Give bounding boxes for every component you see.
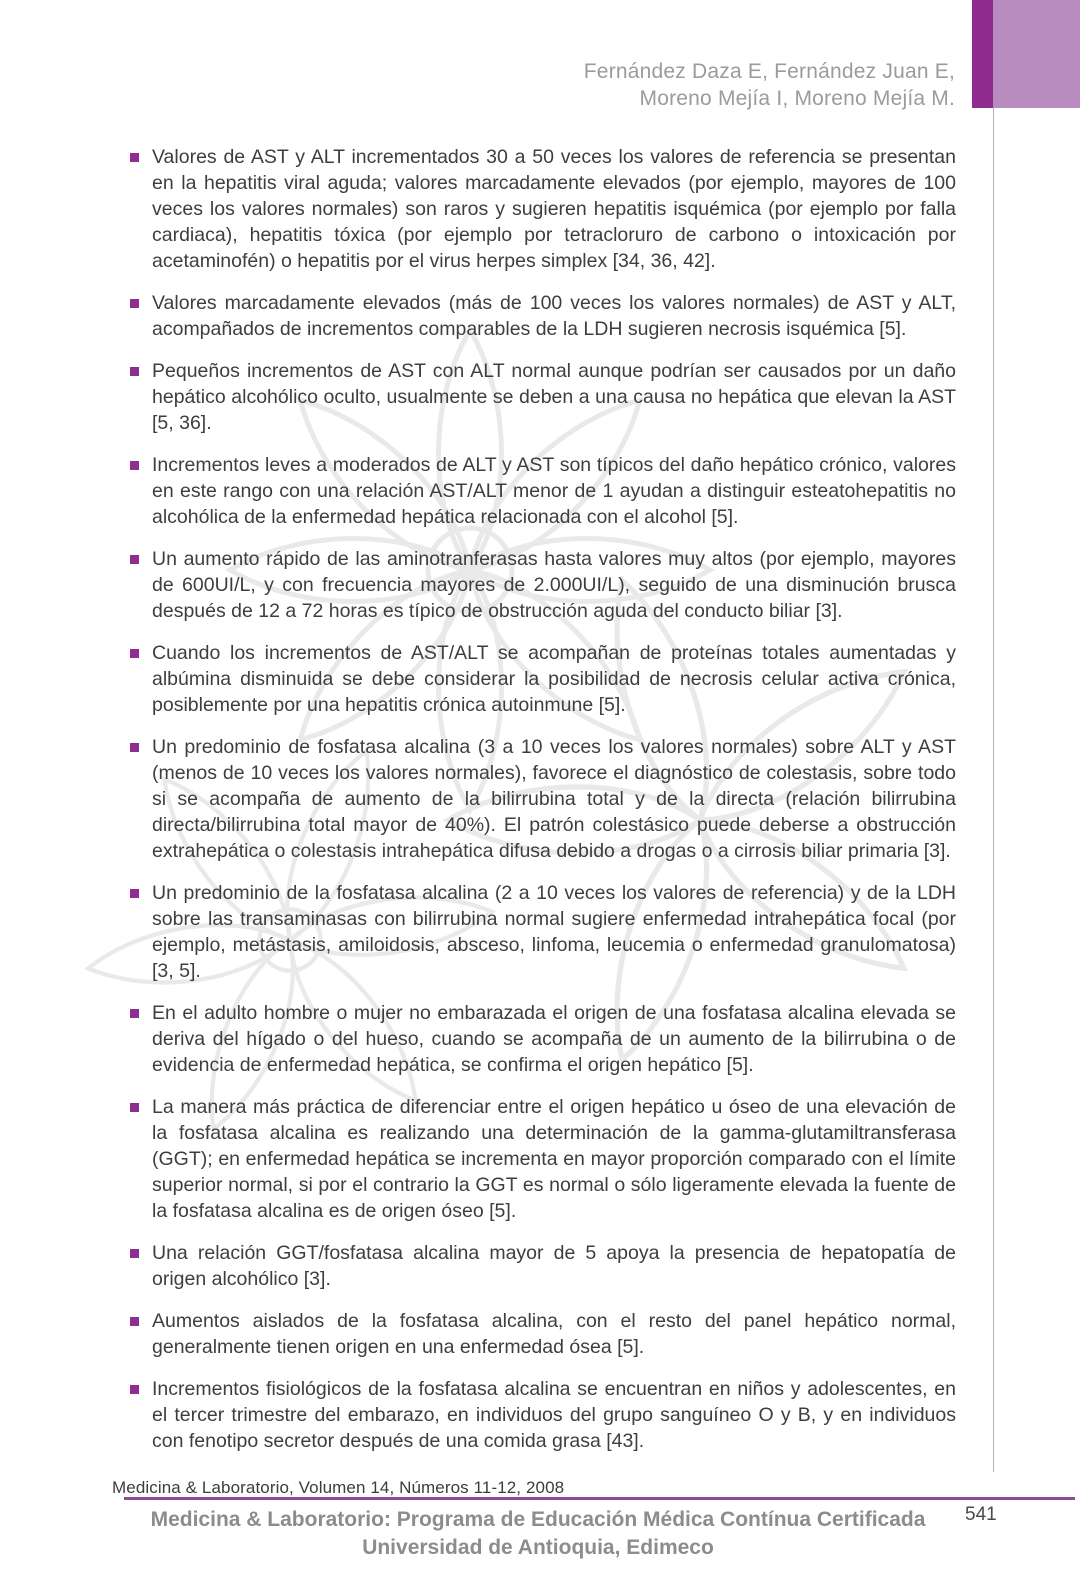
authors-line-2: Moreno Mejía I, Moreno Mejía M. [639, 87, 955, 110]
list-item-text: Incrementos leves a moderados de ALT y AST son típicos del daño hepático crónico, valores en este rango con una relación AST/ALT menor de 1 ayudan a distinguir esteatohepatitis no alcohólica de la enfermedad hepática relacionada con el alcohol [5]. [152, 454, 956, 528]
corner-accent-bar [972, 0, 993, 108]
list-item [130, 452, 956, 530]
footer-program-credit [0, 1506, 1076, 1562]
bullet-square-icon [130, 649, 139, 658]
running-head-authors [584, 58, 955, 112]
list-item [130, 640, 956, 718]
list-item-text: Cuando los incrementos de AST/ALT se acompañan de proteínas totales aumentadas y albúmina disminuida se debe considerar la posibilidad de necrosis celular activa crónica, posiblemente por una hepatitis crónica autoinmune [5]. [152, 642, 956, 716]
list-item-text: Incrementos fisiológicos de la fosfatasa alcalina se encuentran en niños y adolescentes, en el tercer trimestre del embarazo, en individuos del grupo sanguíneo O y B, y en individuos con fenotipo secretor después de una comida grasa [43]. [152, 1378, 956, 1452]
list-item-text: Un aumento rápido de las aminotranferasas hasta valores muy altos (por ejemplo, mayores de 600UI/L, y con frecuencia mayores de 2.000UI/L), seguido de una disminución brusca después de 12 a 72 horas es típico de obstrucción aguda del conducto biliar [3]. [152, 548, 956, 622]
list-item [130, 1240, 956, 1292]
list-item [130, 144, 956, 274]
right-margin-rule [993, 108, 994, 1472]
list-item-text: Valores de AST y ALT incrementados 30 a 50 veces los valores de referencia se presentan en la hepatitis viral aguda; valores marcadamente elevados (por ejemplo, mayores de 100 veces los valores normales) son raros y sugieren hepatitis isquémica (por ejemplo por falla cardiaca), hepatitis tóxica (por ejemplo por tetracloruro de carbono o intoxicación por acetaminofén) o hepatitis por el virus herpes simplex [34, 36, 42]. [152, 146, 956, 272]
list-item-text: Un predominio de fosfatasa alcalina (3 a 10 veces los valores normales) sobre ALT y AST (menos de 10 veces los valores normales), favorece el diagnóstico de colestasis, sobre todo si se acompaña de aumento de la bilirrubina total y de la directa (relación bilirrubina directa/bilirrubina total mayor de 40%). El patrón colestásico puede deberse a obstrucción extrahepática o colestasis intrahepática difusa debido a drogas o a cirrosis biliar primaria [3]. [152, 736, 956, 862]
bullet-square-icon [130, 555, 139, 564]
list-item-text: Pequeños incrementos de AST con ALT normal aunque podrían ser causados por un daño hepático alcohólico oculto, usualmente se deben a una causa no hepática que elevan la AST [5, 36]. [152, 360, 956, 434]
bullet-square-icon [130, 1009, 139, 1018]
bullet-square-icon [130, 889, 139, 898]
authors-line-1: Fernández Daza E, Fernández Juan E, [583, 60, 955, 83]
list-item [130, 734, 956, 864]
article-body [130, 144, 956, 1470]
bullet-square-icon [130, 1385, 139, 1394]
list-item [130, 1000, 956, 1078]
bullet-square-icon [130, 1249, 139, 1258]
page-number: 541 [965, 1504, 997, 1525]
list-item [130, 546, 956, 624]
footer-program-line-1: Medicina & Laboratorio: Programa de Educación Médica Contínua Certificada [150, 1508, 926, 1531]
bullet-square-icon [130, 461, 139, 470]
bullet-square-icon [130, 1317, 139, 1326]
list-item-text: La manera más práctica de diferenciar entre el origen hepático u óseo de una elevación de la fosfatasa alcalina es realizando una determinación de la gamma-glutamiltransferasa (GGT); en enfermedad hepática se incrementa en mayor proporción comparado con el límite superior normal, si por el contrario la GGT es normal o sólo ligeramente elevada la fuente de la fosfatasa alcalina es de origen óseo [5]. [152, 1096, 956, 1222]
bullet-square-icon [130, 1103, 139, 1112]
journal-volume-line: Medicina & Laboratorio, Volumen 14, Números 11-12, 2008 [112, 1478, 565, 1497]
list-item [130, 358, 956, 436]
list-item-text: Valores marcadamente elevados (más de 100 veces los valores normales) de AST y ALT, acompañados de incrementos comparables de la LDH sugieren necrosis isquémica [5]. [152, 292, 956, 340]
corner-accent-block [993, 0, 1080, 108]
list-item [130, 1376, 956, 1454]
footer-program-line-2: Universidad de Antioquia, Edimeco [362, 1536, 714, 1559]
list-item-text: Un predominio de la fosfatasa alcalina (2 a 10 veces los valores de referencia) y de la LDH sobre las transaminasas con bilirrubina normal sugiere enfermedad intrahepática focal (por ejemplo, metástasis, amiloidosis, absceso, linfoma, leucemia o enfermedad granulomatosa) [3, 5]. [152, 882, 956, 982]
bullet-square-icon [130, 367, 139, 376]
bullet-square-icon [130, 299, 139, 308]
footer-rule [124, 1497, 1075, 1500]
bullet-square-icon [130, 153, 139, 162]
list-item-text: Aumentos aislados de la fosfatasa alcalina, con el resto del panel hepático normal, generalmente tienen origen en una enfermedad ósea [5]. [152, 1310, 956, 1358]
list-item-text: Una relación GGT/fosfatasa alcalina mayor de 5 apoya la presencia de hepatopatía de origen alcohólico [3]. [152, 1242, 956, 1290]
list-item [130, 1094, 956, 1224]
list-item-text: En el adulto hombre o mujer no embarazada el origen de una fosfatasa alcalina elevada se deriva del hígado o del hueso, cuando se acompaña de un aumento de la bilirrubina o de evidencia de enfermedad hepática, se confirma el origen hepático [5]. [152, 1002, 956, 1076]
bullet-square-icon [130, 743, 139, 752]
list-item [130, 1308, 956, 1360]
list-item [130, 290, 956, 342]
list-item [130, 880, 956, 984]
